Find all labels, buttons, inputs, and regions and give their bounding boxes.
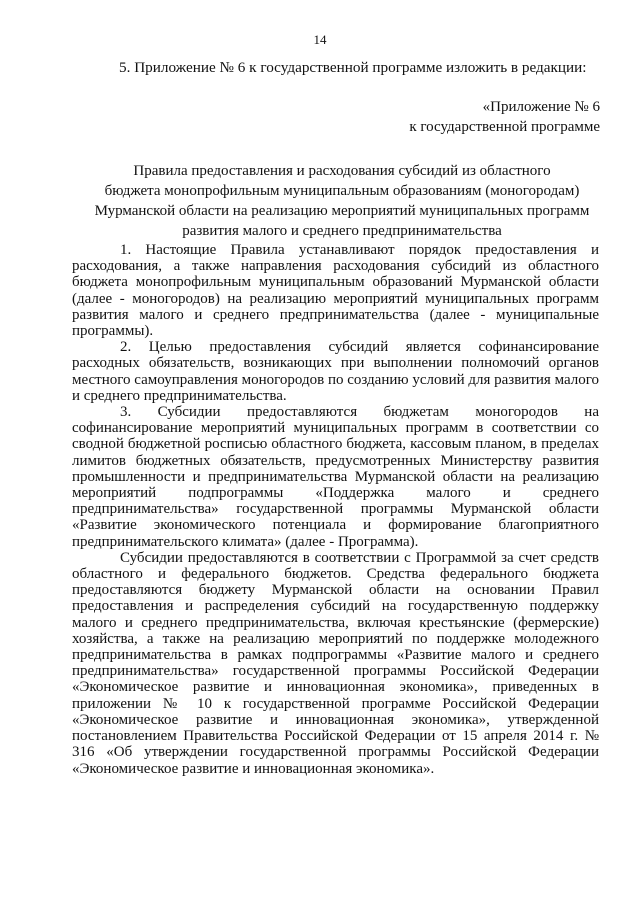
rules-title-line: Правила предоставления и расходования субсидий из областного bbox=[133, 163, 551, 179]
appendix-reference bbox=[409, 97, 600, 137]
paragraph: 1. Настоящие Правила устанавливают порядок предоставления и расходования, а также направления расходования субсидий из областного бюджета монопрофильным муниципальным образований Мурманской области (далее - моногородов) на реализацию мероприятий муниципальных программ развития малого и среднего предпринимательства (далее - муниципальные программы). bbox=[72, 242, 599, 340]
appendix-ref-line: «Приложение № 6 bbox=[482, 99, 600, 115]
page-number: 14 bbox=[313, 32, 327, 47]
appendix-ref-line: к государственной программе bbox=[409, 119, 600, 135]
paragraph: Субсидии предоставляются в соответствии с Программой за счет средств областного и федерального бюджетов. Средства федерального бюджета предоставляются бюджету Мурманской области на основании Правил предоставления и распределения субсидий на государственную поддержку малого и среднего предпринимательства, включая крестьянские (фермерские) хозяйства, а также на реализацию мероприятий по поддержке молодежного предпринимательства в рамках подпрограммы «Развитие малого и среднего предпринимательства» государственной программы Российской Федерации «Экономическое развитие и инновационная экономика», приведенных в приложении № 10 к государственной программе Российской Федерации «Экономическое развитие и инновационная экономика», утвержденной постановлением Правительства Российской Федерации от 15 апреля 2014 г. № 316 «Об утверждении государственной программы Российской Федерации «Экономическое развитие и инновационная экономика». bbox=[72, 549, 599, 777]
rules-title-line: бюджета монопрофильным муниципальным образованиям (моногородам) bbox=[104, 183, 580, 199]
rules-title-line: Мурманской области на реализацию мероприятий муниципальных программ bbox=[94, 203, 590, 219]
rules-title-line: развития малого и среднего предпринимательства bbox=[182, 223, 502, 239]
rules-title bbox=[72, 161, 612, 241]
paragraph: 2. Целью предоставления субсидий является софинансирование расходных обязательств, возникающих при выполнении полномочий органов местного самоуправления моногородов по созданию условий для развития малого и среднего предпринимательства. bbox=[72, 339, 600, 404]
document-body bbox=[72, 242, 599, 777]
paragraph: 3. Субсидии предоставляются бюджетам моногородов на софинансирование мероприятий муниципальных программ в соответствии со сводной бюджетной росписью областного бюджета, кассовым планом, в пределах лимитов бюджетных обязательств, предусмотренных Министерству развития промышленности и предпринимательства Мурманской области на реализацию мероприятий подпрограммы «Поддержка малого и среднего предпринимательства» государственной программы Мурманской области «Развитие экономического потенциала и формирование благоприятного предпринимательского климата» (далее - Программа). bbox=[72, 404, 599, 550]
amendment-intro: 5. Приложение № 6 к государственной программе изложить в редакции: bbox=[119, 59, 587, 76]
